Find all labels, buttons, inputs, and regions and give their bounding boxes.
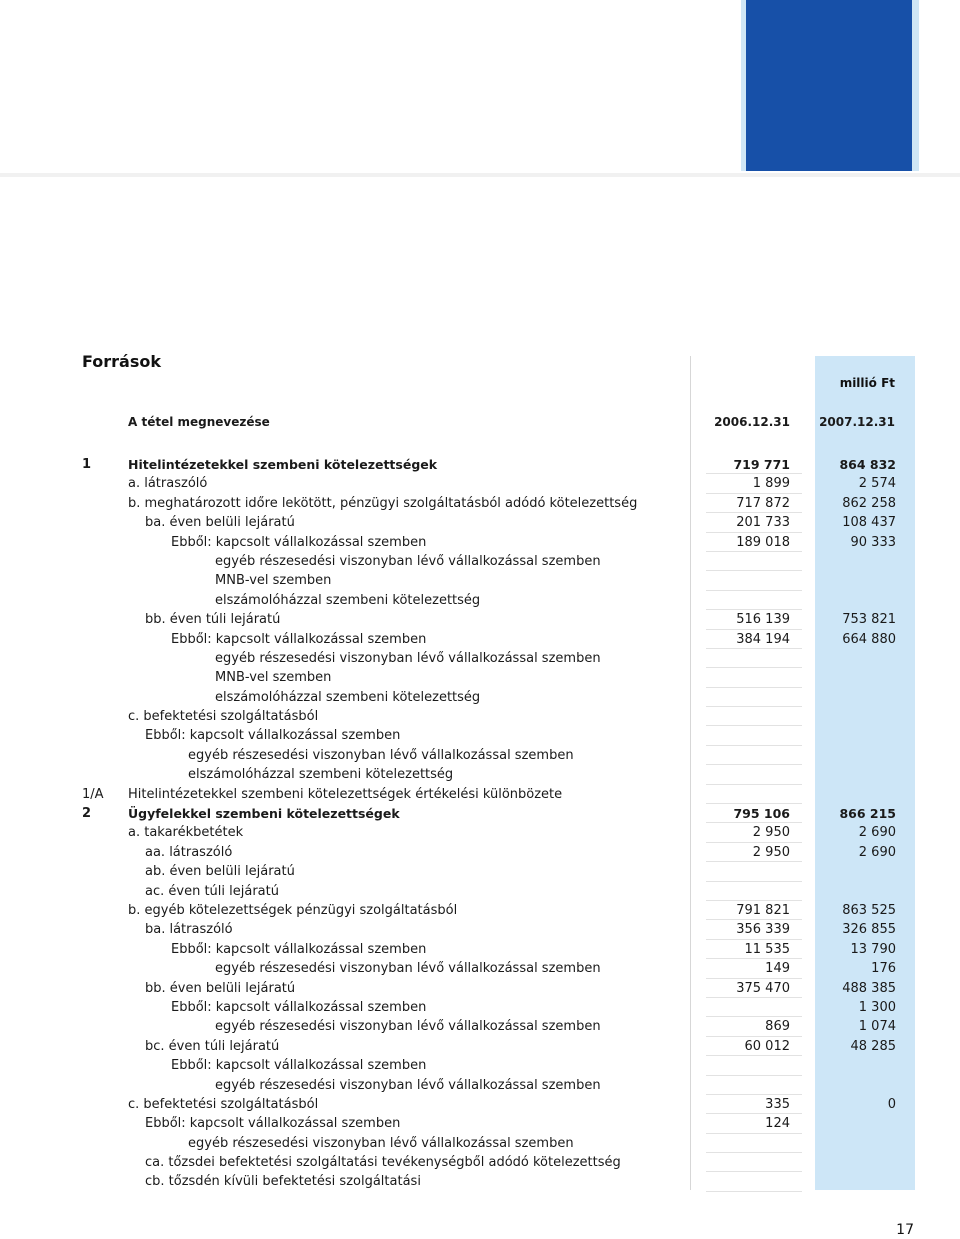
value-2007: 1 074 bbox=[858, 1019, 896, 1035]
value-2007: 866 215 bbox=[839, 806, 896, 822]
header-2007: 2007.12.31 bbox=[819, 415, 895, 429]
row-label: c. befektetési szolgáltatásból bbox=[128, 709, 319, 725]
row-rule bbox=[706, 1191, 802, 1192]
value-2006: 719 771 bbox=[733, 457, 790, 472]
table-row bbox=[0, 630, 960, 649]
value-2007: 13 790 bbox=[850, 941, 896, 957]
table-row bbox=[0, 823, 960, 842]
value-2007: 326 855 bbox=[842, 922, 896, 938]
value-2007: 2 690 bbox=[858, 825, 896, 841]
value-2006: 189 018 bbox=[736, 534, 790, 550]
row-label: a. takarékbetétek bbox=[128, 825, 244, 841]
table-row bbox=[0, 533, 960, 552]
table-row bbox=[0, 494, 960, 513]
row-label: ba. éven belüli lejáratú bbox=[145, 515, 295, 531]
row-label: elszámolóházzal szembeni kötelezettség bbox=[215, 689, 481, 705]
row-label: Ebből: kapcsolt vállalkozással szemben bbox=[171, 631, 427, 647]
row-label: bb. éven belüli lejáratú bbox=[145, 980, 296, 996]
value-2007: 1 300 bbox=[858, 999, 896, 1015]
row-number: 1/A bbox=[82, 786, 104, 802]
unit-label: millió Ft bbox=[839, 376, 895, 390]
table-row bbox=[0, 765, 960, 784]
row-label: aa. látraszóló bbox=[145, 844, 233, 860]
row-label: Ebből: kapcsolt vállalkozással szemben bbox=[145, 1116, 401, 1132]
table-row bbox=[0, 746, 960, 765]
table-row bbox=[0, 688, 960, 707]
table-row bbox=[0, 882, 960, 901]
value-2006: 375 470 bbox=[736, 980, 790, 996]
header-divider bbox=[0, 173, 960, 177]
row-label: cb. tőzsdén kívüli befektetési szolgáltatási bbox=[145, 1174, 421, 1190]
value-2006: 335 bbox=[765, 1096, 790, 1112]
value-2006: 791 821 bbox=[736, 902, 790, 918]
row-label: Hitelintézetekkel szembeni kötelezettségek értékelési különbözete bbox=[128, 786, 563, 802]
value-2006: 11 535 bbox=[744, 941, 790, 957]
table-row bbox=[0, 843, 960, 862]
value-2007: 863 525 bbox=[842, 902, 896, 918]
value-2006: 384 194 bbox=[736, 631, 790, 647]
row-label: ba. látraszóló bbox=[145, 922, 233, 938]
row-label: egyéb részesedési viszonyban lévő vállalkozással szemben bbox=[215, 650, 601, 666]
table-row bbox=[0, 1017, 960, 1036]
table-row bbox=[0, 920, 960, 939]
table-header bbox=[0, 415, 960, 433]
value-2006: 1 899 bbox=[752, 476, 790, 492]
row-label: MNB-vel szemben bbox=[215, 573, 332, 589]
value-2006: 149 bbox=[765, 961, 790, 977]
table-row bbox=[0, 668, 960, 687]
value-2006: 60 012 bbox=[744, 1038, 790, 1054]
table-row bbox=[0, 1037, 960, 1056]
table-row bbox=[0, 571, 960, 590]
row-label: egyéb részesedési viszonyban lévő vállalkozással szemben bbox=[188, 1135, 574, 1151]
row-label: egyéb részesedési viszonyban lévő vállalkozással szemben bbox=[188, 747, 574, 763]
value-2007: 0 bbox=[887, 1096, 896, 1112]
balance-table bbox=[0, 455, 960, 1192]
row-label: ab. éven belüli lejáratú bbox=[145, 864, 295, 880]
row-label: Ebből: kapcsolt vállalkozással szemben bbox=[171, 999, 427, 1015]
value-2006: 201 733 bbox=[736, 515, 790, 531]
value-2007: 864 832 bbox=[839, 457, 896, 472]
value-2007: 2 690 bbox=[858, 844, 896, 860]
table-row bbox=[0, 649, 960, 668]
value-2006: 795 106 bbox=[733, 806, 790, 822]
value-2007: 176 bbox=[871, 961, 896, 977]
value-2006: 717 872 bbox=[736, 495, 790, 511]
row-label: ac. éven túli lejáratú bbox=[145, 883, 279, 899]
value-2006: 869 bbox=[765, 1019, 790, 1035]
table-row bbox=[0, 707, 960, 726]
table-row bbox=[0, 979, 960, 998]
table-row bbox=[0, 1056, 960, 1075]
row-label: elszámolóházzal szembeni kötelezettség bbox=[188, 767, 454, 783]
table-row bbox=[0, 591, 960, 610]
row-label: b. meghatározott időre lekötött, pénzügyi szolgáltatásból adódó kötelezettség bbox=[128, 495, 638, 511]
value-2006: 124 bbox=[765, 1116, 790, 1132]
table-row bbox=[0, 1095, 960, 1114]
value-2007: 753 821 bbox=[842, 612, 896, 628]
page-number: 17 bbox=[896, 1222, 914, 1238]
row-label: egyéb részesedési viszonyban lévő vállalkozással szemben bbox=[215, 961, 601, 977]
table-row bbox=[0, 513, 960, 532]
table-row bbox=[0, 959, 960, 978]
header-2006: 2006.12.31 bbox=[714, 415, 790, 429]
table-row bbox=[0, 862, 960, 881]
table-row bbox=[0, 1076, 960, 1095]
row-label: bc. éven túli lejáratú bbox=[145, 1038, 280, 1054]
table-row bbox=[0, 610, 960, 629]
table-row bbox=[0, 1153, 960, 1172]
table-row bbox=[0, 785, 960, 804]
row-label: egyéb részesedési viszonyban lévő vállalkozással szemben bbox=[215, 1077, 601, 1093]
value-2006: 516 139 bbox=[736, 612, 790, 628]
row-label: egyéb részesedési viszonyban lévő vállalkozással szemben bbox=[215, 1019, 601, 1035]
value-2007: 48 285 bbox=[850, 1038, 896, 1054]
value-2007: 488 385 bbox=[842, 980, 896, 996]
row-label: Ebből: kapcsolt vállalkozással szemben bbox=[171, 941, 427, 957]
value-2007: 2 574 bbox=[858, 476, 896, 492]
value-2007: 90 333 bbox=[850, 534, 896, 550]
section-title: Források bbox=[82, 352, 162, 371]
row-label: MNB-vel szemben bbox=[215, 670, 332, 686]
value-2007: 108 437 bbox=[842, 515, 896, 531]
table-row bbox=[0, 1172, 960, 1191]
header-decoration-bar bbox=[746, 0, 912, 171]
row-label: c. befektetési szolgáltatásból bbox=[128, 1096, 319, 1112]
table-row bbox=[0, 1114, 960, 1133]
table-row bbox=[0, 901, 960, 920]
header-item-name: A tétel megnevezése bbox=[128, 415, 270, 429]
row-label: a. látraszóló bbox=[128, 476, 208, 492]
row-label: b. egyéb kötelezettségek pénzügyi szolgáltatásból bbox=[128, 902, 458, 918]
row-label: ca. tőzsdei befektetési szolgáltatási tevékenységből adódó kötelezettség bbox=[145, 1155, 621, 1171]
row-number: 2 bbox=[82, 806, 92, 822]
row-label: egyéb részesedési viszonyban lévő vállalkozással szemben bbox=[215, 553, 601, 569]
value-2007: 862 258 bbox=[842, 495, 896, 511]
table-row bbox=[0, 804, 960, 823]
value-2006: 356 339 bbox=[736, 922, 790, 938]
table-row bbox=[0, 940, 960, 959]
row-label: Hitelintézetekkel szembeni kötelezettségek bbox=[128, 457, 438, 472]
value-2007: 664 880 bbox=[842, 631, 896, 647]
table-row bbox=[0, 998, 960, 1017]
table-row bbox=[0, 455, 960, 474]
row-label: Ebből: kapcsolt vállalkozással szemben bbox=[171, 1058, 427, 1074]
value-2006: 2 950 bbox=[752, 844, 790, 860]
table-row bbox=[0, 1134, 960, 1153]
row-label: Ügyfelekkel szembeni kötelezettségek bbox=[128, 806, 400, 822]
row-label: bb. éven túli lejáratú bbox=[145, 612, 281, 628]
table-row bbox=[0, 726, 960, 745]
row-number: 1 bbox=[82, 457, 92, 472]
table-row bbox=[0, 474, 960, 493]
value-2006: 2 950 bbox=[752, 825, 790, 841]
row-label: elszámolóházzal szembeni kötelezettség bbox=[215, 592, 481, 608]
row-label: Ebből: kapcsolt vállalkozással szemben bbox=[171, 534, 427, 550]
row-label: Ebből: kapcsolt vállalkozással szemben bbox=[145, 728, 401, 744]
table-row bbox=[0, 552, 960, 571]
